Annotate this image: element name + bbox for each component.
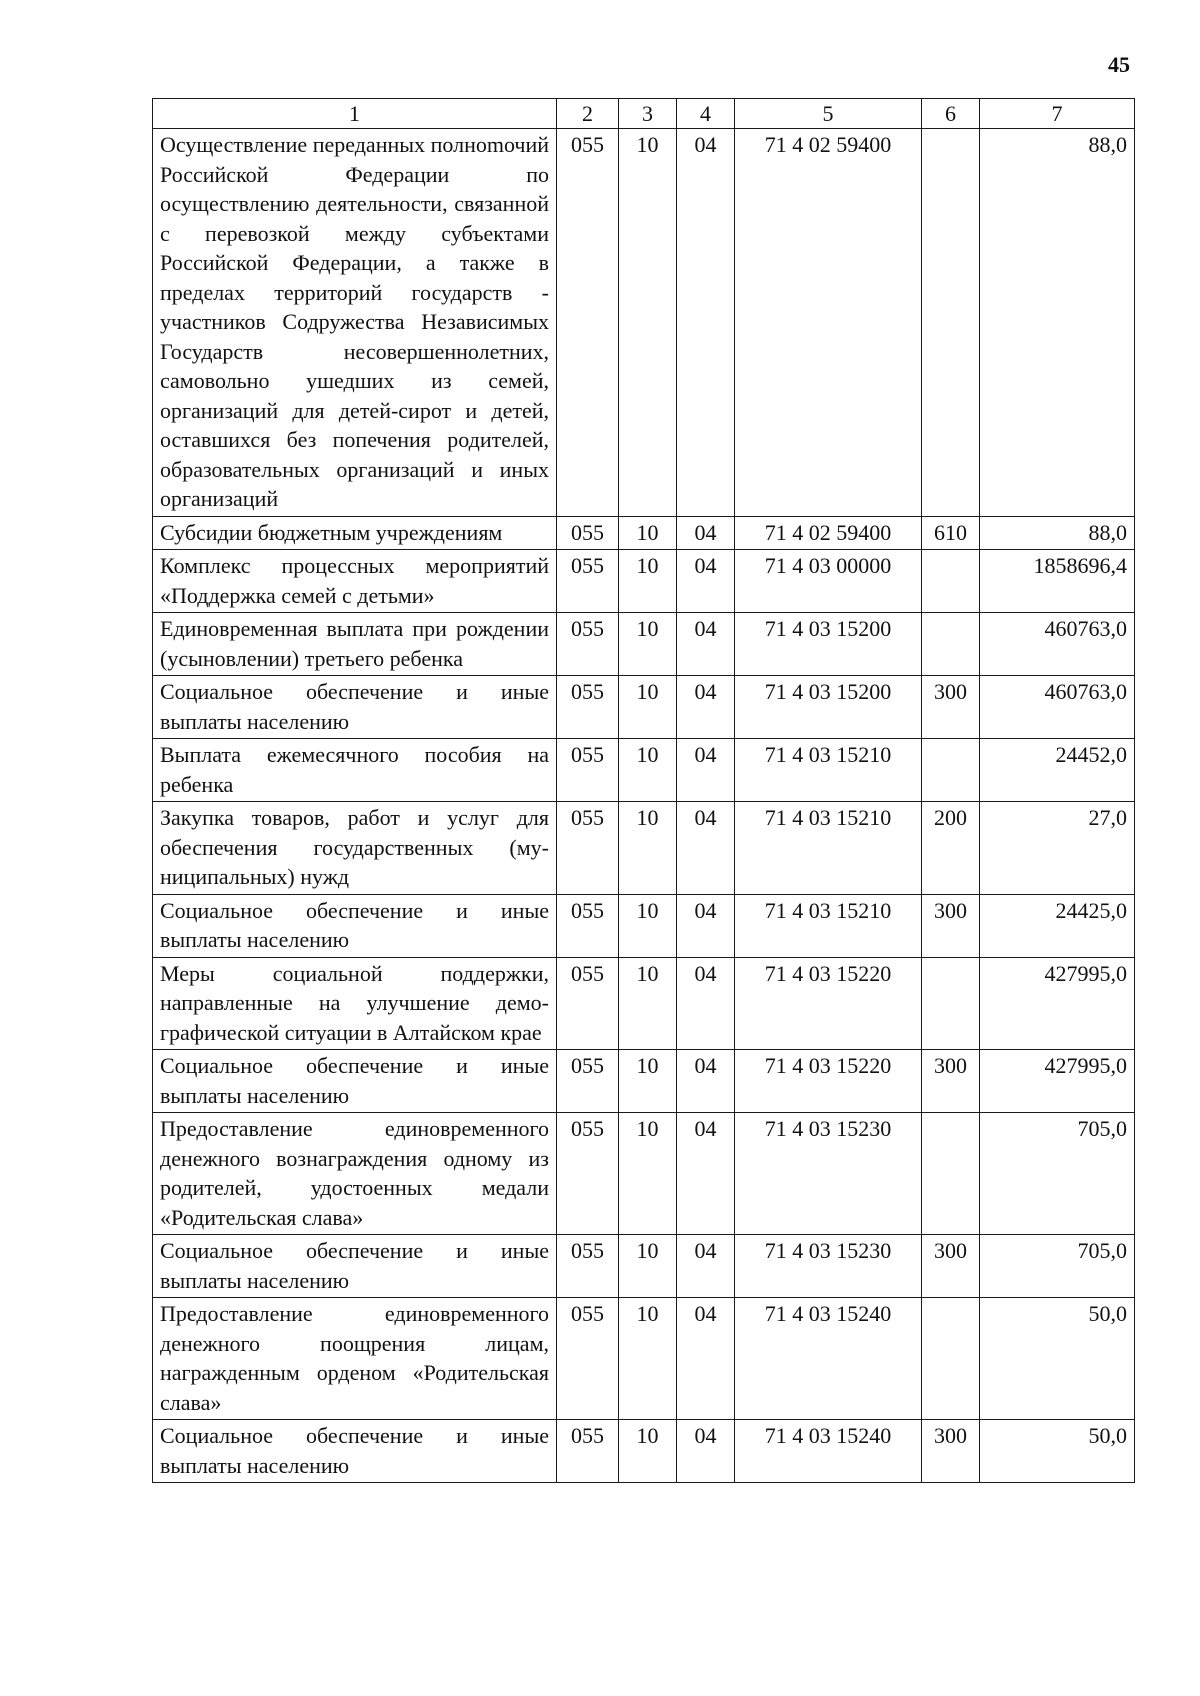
table-row — [153, 550, 1135, 613]
cell-target-article: 71 4 03 15240 — [735, 1420, 922, 1483]
cell-subsection: 04 — [677, 1050, 735, 1113]
table-body — [153, 129, 1135, 1483]
cell-ministry-code: 055 — [557, 802, 619, 895]
cell-section: 10 — [619, 957, 677, 1050]
table-row — [153, 516, 1135, 550]
cell-target-article: 71 4 03 15200 — [735, 676, 922, 739]
cell-expense-type: 300 — [922, 676, 980, 739]
table-row — [153, 802, 1135, 895]
cell-expense-type: 200 — [922, 802, 980, 895]
row-description: Социальное обеспечение и иные выплаты населению — [153, 1235, 557, 1298]
cell-amount: 705,0 — [980, 1113, 1135, 1235]
cell-ministry-code: 055 — [557, 613, 619, 676]
cell-section: 10 — [619, 1235, 677, 1298]
cell-section: 10 — [619, 1420, 677, 1483]
row-description: Закупка товаров, работ и услуг для обеспечения государственных (муниципальных) нужд — [153, 802, 557, 895]
cell-amount: 427995,0 — [980, 1050, 1135, 1113]
cell-target-article: 71 4 03 15240 — [735, 1298, 922, 1420]
row-description: Социальное обеспечение и иные выплаты населению — [153, 676, 557, 739]
table-row — [153, 1113, 1135, 1235]
cell-target-article: 71 4 03 15210 — [735, 739, 922, 802]
cell-amount: 705,0 — [980, 1235, 1135, 1298]
cell-amount: 460763,0 — [980, 676, 1135, 739]
row-description: Комплекс процессных мероприятий «Поддержка семей с детьми» — [153, 550, 557, 613]
cell-ministry-code: 055 — [557, 1235, 619, 1298]
cell-expense-type: 300 — [922, 1235, 980, 1298]
cell-expense-type — [922, 957, 980, 1050]
header-cell: 4 — [677, 99, 735, 129]
row-description: Социальное обеспечение и иные выплаты населению — [153, 894, 557, 957]
cell-subsection: 04 — [677, 129, 735, 517]
cell-expense-type — [922, 613, 980, 676]
header-cell: 3 — [619, 99, 677, 129]
table-row — [153, 1298, 1135, 1420]
cell-subsection: 04 — [677, 802, 735, 895]
page-number: 45 — [1108, 52, 1130, 77]
cell-section: 10 — [619, 129, 677, 517]
cell-subsection: 04 — [677, 613, 735, 676]
cell-subsection: 04 — [677, 676, 735, 739]
cell-section: 10 — [619, 1113, 677, 1235]
table-row — [153, 1235, 1135, 1298]
cell-ministry-code: 055 — [557, 957, 619, 1050]
cell-amount: 27,0 — [980, 802, 1135, 895]
cell-amount: 427995,0 — [980, 957, 1135, 1050]
table-row — [153, 676, 1135, 739]
cell-section: 10 — [619, 613, 677, 676]
cell-expense-type: 610 — [922, 516, 980, 550]
cell-section: 10 — [619, 676, 677, 739]
cell-subsection: 04 — [677, 516, 735, 550]
cell-amount: 88,0 — [980, 516, 1135, 550]
cell-section: 10 — [619, 516, 677, 550]
row-description: Осуществление переданных полноmочий Российской Федерации по осуществлению деятельности, связанной с перевозкой между субъектами Российской Федерации, а также в пределах территорий государств - участников Содружества Независимых Государств несовершеннолетних, самовольно ушедших из семей, организаций для детей-сирот и детей, оставшихся без попечения родителей, образовательных организаций и иных организаций — [153, 129, 557, 517]
cell-ministry-code: 055 — [557, 129, 619, 517]
cell-section: 10 — [619, 739, 677, 802]
table-row — [153, 129, 1135, 517]
row-description: Меры социальной поддержки, направленные на улучшение демографической ситуации в Алтайском крае — [153, 957, 557, 1050]
cell-ministry-code: 055 — [557, 1113, 619, 1235]
cell-target-article: 71 4 03 15200 — [735, 613, 922, 676]
cell-expense-type: 300 — [922, 1050, 980, 1113]
cell-section: 10 — [619, 1298, 677, 1420]
row-description: Единовременная выплата при рождении (усыновлении) третьего ребенка — [153, 613, 557, 676]
table-row — [153, 957, 1135, 1050]
cell-subsection: 04 — [677, 739, 735, 802]
row-description: Субсидии бюджетным учреждениям — [153, 516, 557, 550]
cell-amount: 1858696,4 — [980, 550, 1135, 613]
cell-target-article: 71 4 02 59400 — [735, 129, 922, 517]
cell-target-article: 71 4 03 15230 — [735, 1113, 922, 1235]
cell-ministry-code: 055 — [557, 1298, 619, 1420]
cell-expense-type — [922, 129, 980, 517]
cell-ministry-code: 055 — [557, 550, 619, 613]
cell-amount: 50,0 — [980, 1420, 1135, 1483]
header-cell: 7 — [980, 99, 1135, 129]
row-description: Социальное обеспечение и иные выплаты населению — [153, 1420, 557, 1483]
cell-section: 10 — [619, 1050, 677, 1113]
cell-ministry-code: 055 — [557, 676, 619, 739]
cell-section: 10 — [619, 550, 677, 613]
cell-ministry-code: 055 — [557, 516, 619, 550]
table-header — [153, 99, 1135, 129]
cell-amount: 24425,0 — [980, 894, 1135, 957]
cell-ministry-code: 055 — [557, 894, 619, 957]
cell-subsection: 04 — [677, 1113, 735, 1235]
cell-ministry-code: 055 — [557, 739, 619, 802]
cell-ministry-code: 055 — [557, 1420, 619, 1483]
cell-subsection: 04 — [677, 1235, 735, 1298]
row-description: Социальное обеспечение и иные выплаты населению — [153, 1050, 557, 1113]
cell-amount: 24452,0 — [980, 739, 1135, 802]
table-row — [153, 894, 1135, 957]
header-row — [153, 99, 1135, 129]
cell-amount: 460763,0 — [980, 613, 1135, 676]
cell-target-article: 71 4 03 15210 — [735, 802, 922, 895]
table-row — [153, 739, 1135, 802]
cell-subsection: 04 — [677, 1298, 735, 1420]
cell-amount: 50,0 — [980, 1298, 1135, 1420]
header-cell: 5 — [735, 99, 922, 129]
cell-expense-type — [922, 550, 980, 613]
cell-section: 10 — [619, 894, 677, 957]
table-row — [153, 613, 1135, 676]
cell-target-article: 71 4 03 15230 — [735, 1235, 922, 1298]
cell-subsection: 04 — [677, 1420, 735, 1483]
cell-subsection: 04 — [677, 957, 735, 1050]
cell-target-article: 71 4 03 15220 — [735, 957, 922, 1050]
cell-expense-type: 300 — [922, 894, 980, 957]
row-description: Предоставление единовременного денежного поощрения лицам, награжденным орденом «Родительская слава» — [153, 1298, 557, 1420]
cell-target-article: 71 4 02 59400 — [735, 516, 922, 550]
cell-subsection: 04 — [677, 894, 735, 957]
cell-ministry-code: 055 — [557, 1050, 619, 1113]
header-cell: 1 — [153, 99, 557, 129]
row-description: Предоставление единовременного денежного вознаграждения одному из родителей, удостоенных медали «Родительская слава» — [153, 1113, 557, 1235]
cell-expense-type — [922, 1113, 980, 1235]
table-row — [153, 1420, 1135, 1483]
row-description: Выплата ежемесячного пособия на ребенка — [153, 739, 557, 802]
cell-expense-type — [922, 1298, 980, 1420]
cell-subsection: 04 — [677, 550, 735, 613]
cell-target-article: 71 4 03 15210 — [735, 894, 922, 957]
cell-section: 10 — [619, 802, 677, 895]
table-row — [153, 1050, 1135, 1113]
budget-table — [152, 98, 1135, 1483]
cell-target-article: 71 4 03 15220 — [735, 1050, 922, 1113]
header-cell: 2 — [557, 99, 619, 129]
cell-expense-type: 300 — [922, 1420, 980, 1483]
cell-target-article: 71 4 03 00000 — [735, 550, 922, 613]
cell-expense-type — [922, 739, 980, 802]
cell-amount: 88,0 — [980, 129, 1135, 517]
header-cell: 6 — [922, 99, 980, 129]
